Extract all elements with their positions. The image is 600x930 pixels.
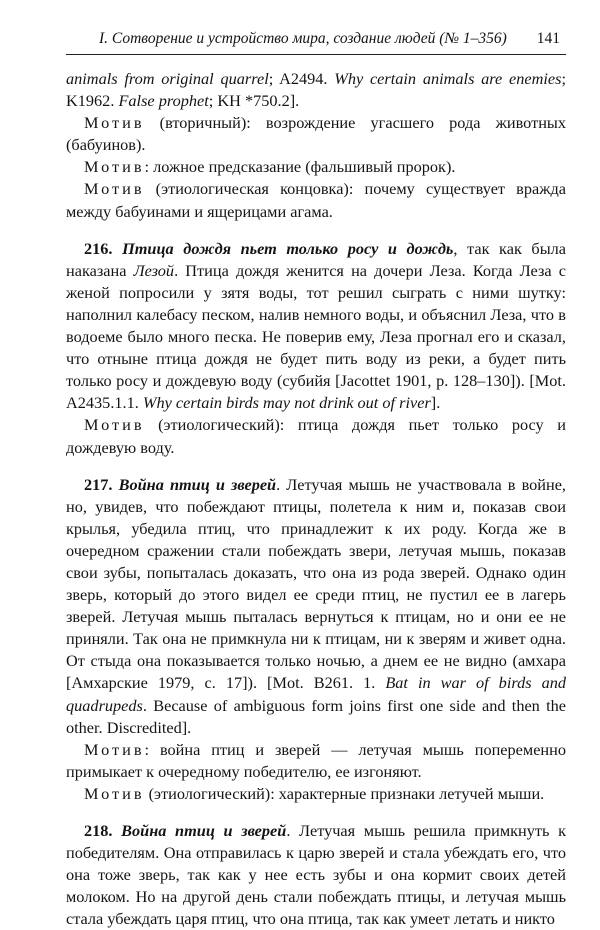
text-span: . Летучая мышь не участвовала в войне, но, увидев, что побеждают птицы, полетела к ним и, показав свои крылья, убедила птиц, что принадлежит к их роду. Когда же в очередном сражении стали побеждать звери, летучая мышь, показав свои зубы, попыталась доказать, что она из рода зверей. Однако один зверь, который до этого видел ее среди птиц, не пустил ее в лагерь зверей. Летучая мышь пыталась вернуться к птицам, но и они ее не приняли. Так она не примкнула ни к птицам, ни к зверям и живет одна. От стыда она показывается только ночью, а днем ее не видно (амхара [Амхарские 1979, с. 17]). [Mot. B261. 1.	[66, 474, 567, 693]
entry-number: 216.	[84, 238, 113, 258]
header-rule	[66, 54, 566, 55]
motif-label: Мотив	[84, 739, 145, 759]
motif-text: : война птиц и зверей — летучая мышь попеременно примыкает к очередному победителю, ее изгоняют.	[66, 739, 566, 781]
running-header	[99, 30, 560, 48]
page-body	[66, 68, 566, 930]
entry-title: Война птиц и зверей	[121, 821, 287, 840]
motif-line	[66, 414, 566, 458]
text-span: Why certain animals are enemies	[334, 69, 562, 88]
motif-text: : ложное предсказание (фальшивый пророк).	[144, 157, 456, 177]
entry-title: Война птиц и зверей	[118, 474, 277, 494]
text-span: Bat in war of birds and quadrupeds	[66, 673, 566, 715]
text-span: Why certain birds may not drink out of river	[142, 393, 431, 413]
text-span: ; KH *750.2].	[208, 91, 300, 111]
entry-218	[66, 820, 566, 930]
page-number: 141	[536, 30, 560, 47]
running-title: I. Сотворение и устройство мира, создание людей (№ 1–356)	[99, 30, 507, 47]
continuation-paragraph	[66, 68, 566, 112]
motif-label: Мотив	[84, 179, 145, 199]
entry-217	[66, 474, 566, 739]
motif-line	[66, 156, 566, 178]
motif-text: (этиологический): характерные признаки летучей мыши.	[144, 783, 545, 803]
text-span: False prophet	[118, 91, 209, 111]
text-span: animals from original quarrel	[66, 69, 269, 88]
entry-216	[66, 238, 566, 415]
text-span: ].	[430, 393, 441, 413]
entry-number: 218.	[84, 821, 113, 840]
text-span: ; A2494.	[268, 69, 335, 88]
motif-label: Мотив	[84, 783, 145, 803]
text-span: ; K1962.	[66, 69, 566, 111]
motif-text: (этиологическая концовка): почему существует вражда между бабуинами и ящерицами агама.	[66, 179, 566, 221]
motif-line	[66, 739, 566, 783]
motif-label: Мотив	[84, 157, 145, 177]
text-span: . Птица дождя женится на дочери Леза. Когда Леза с женой попросили у зятя воды, тот решил сыграть с ними шутку: наполнил калебасу песком, налив немного воды, и объяснил Леза, что в водоеме было много песка. Не поверив ему, Леза прогнал его и сказал, что отныне птица дождя не будет пить воду из реки, а будет пить только росу и дождевую воду (субийя [Jacottet 1901, p. 128–130]). [Mot. A2435.1.1.	[66, 260, 566, 413]
motif-label: Мотив	[84, 113, 145, 133]
motif-label: Мотив	[84, 415, 145, 435]
motif-text: (вторичный): возрождение угасшего рода животных (бабуинов).	[66, 113, 566, 155]
text-span: . Because of ambiguous form joins first one side and then the other. Discredited].	[66, 695, 566, 737]
motif-text: (этиологический): птица дождя пьет только росу и дождевую воду.	[66, 415, 566, 457]
text-span: , так как была наказана	[66, 238, 567, 280]
motif-line	[66, 783, 566, 805]
motif-line	[66, 112, 566, 156]
text-span: . Летучая мышь решила примкнуть к победителям. Она отправилась к царю зверей и стала убеждать его, что она тоже зверь, так как у нее есть зубы и она кормит своих детей молоком. Но на другой день стали побеждать птицы, и летучая мышь стала убеждать царя птиц, что она птица, так как умеет летать и никто	[66, 821, 566, 929]
motif-line	[66, 178, 566, 222]
entry-number: 217.	[84, 474, 113, 494]
entry-title: Птица дождя пьет только росу и дождь	[122, 238, 454, 258]
text-span: Лезой	[133, 260, 175, 280]
